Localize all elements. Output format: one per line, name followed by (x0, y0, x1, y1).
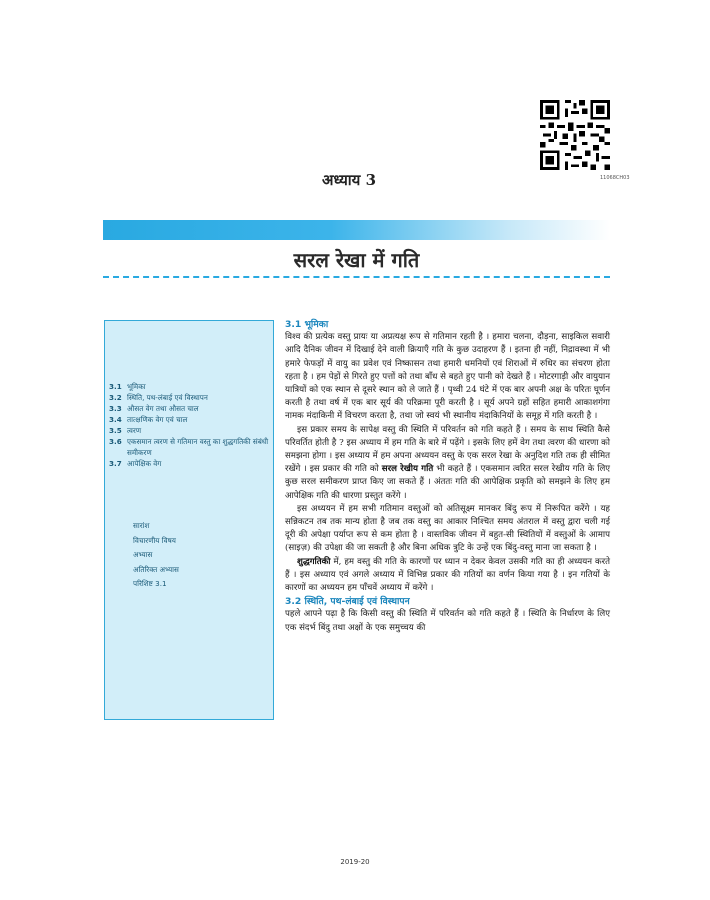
extra-additional-exercises[interactable]: अतिरिक्त अभ्यास (133, 564, 179, 574)
paragraph-text: इस प्रकार समय के सापेक्ष वस्तु की स्थिति में परिवर्तन को गति कहते हैं । समय के साथ स्थिति कैसे परिवर्तित होती है ? इस अध्याय में हम गति के बारे में पढ़ेंगे । इसके लिए हमें वेग तथा त्वरण की धारणा को समझना होगा । इस अध्याय में हम अपना अध्ययन वस्तु के एक सरल रेखा के अनुदिश गति तक ही सीमित रखेंगे । इस प्रकार की गति को (285, 424, 610, 475)
key-term: सरल रेखीय गति (381, 464, 434, 475)
toc-label: भूमिका (127, 382, 146, 391)
paragraph-text: में, हम वस्तु की गति के कारणों पर ध्यान न देकर केवल उसकी गति का ही अध्ययन करते हैं । इस अध्याय एवं अगले अध्याय में विभिन्न प्रकार की गतियों का वर्णन किया गया है । इन गतियों के कारणों का अध्ययन हम पाँचवें अध्याय में करेंगे । (285, 556, 610, 594)
extra-summary[interactable]: सारांश (133, 521, 150, 530)
toc-number: 3.5 (109, 426, 122, 435)
paragraph (285, 424, 610, 503)
toc-number: 3.3 (109, 404, 122, 413)
supplementary-list (133, 519, 179, 592)
extra-appendix[interactable]: परिशिष्ट 3.1 (133, 579, 167, 588)
paragraph: पहले आपने पढ़ा है कि किसी वस्तु की स्थिति में परिवर्तन को गति कहते हैं । स्थिति के निर्धारण के लिए एक संदर्भ बिंदु तथा अक्षों के एक समुच्चय की (285, 609, 610, 633)
title-divider (103, 276, 610, 278)
chapter-band (103, 220, 610, 240)
chapter-title: सरल रेखा में गति (293, 248, 420, 272)
section-heading: 3.2 स्थिति, पथ-लंबाई एवं विस्थापन (285, 596, 410, 608)
chapter-label: अध्याय 3 (322, 171, 377, 189)
toc-number: 3.1 (109, 382, 122, 391)
toc-number: 3.7 (109, 459, 122, 468)
toc-label: एकसमान त्वरण से गतिमान वस्तु का शुद्धगतिकी संबंधी समीकरण (127, 437, 269, 457)
main-text (285, 318, 610, 635)
toc-label: स्थिति, पथ-लंबाई एवं विस्थापन (127, 393, 208, 402)
paragraph: इस अध्ययन में हम सभी गतिमान वस्तुओं को अतिसूक्ष्म मानकर बिंदु रूप में निरूपित करेंगे । यह सन्निकटन तब तक मान्य होता है जब तक वस्तु का आकार निश्चित समय अंतराल में वस्तु द्वारा चली गई दूरी की अपेक्षा पर्याप्त रूप से कम होता है । वास्तविक जीवन में बहुत-सी स्थितियों में वस्तुओं के आमाप (साइज़) की उपेक्षा की जा सकती है और बिना अधिक त्रुटि के उन्हें एक बिंदु-वस्तु माना जा सकता है । (285, 503, 610, 554)
paragraph: विश्व की प्रत्येक वस्तु प्रायः या अप्रत्यक्ष रूप से गतिमान रहती है । हमारा चलना, दौड़ना, साइकिल सवारी आदि दैनिक जीवन में दिखाई देने वाली क्रियाएँ गति के कुछ उदाहरण हैं । इतना ही नहीं, निद्रावस्था में भी हमारे फेफड़ों में वायु का प्रवेश एवं निष्कासन तथा हमारी धमनियों एवं शिराओं में रुधिर का संचरण होता रहता है । हम पेड़ों से गिरते हुए पत्तों को तथा बाँध से बहते हुए पानी को देखते हैं । मोटरगाड़ी और वायुयान यात्रियों को एक स्थान से दूसरे स्थान को ले जाते हैं । पृथ्वी 24 घंटे में एक बार अपनी अक्ष के परितः घूर्णन करती है तथा वर्ष में एक बार सूर्य की परिक्रमा पूरी करती है । सूर्य अपने ग्रहों सहित हमारी आकाशगंगा नामक मंदाकिनी में विचरण करता है, तथा जो स्वयं भी स्थानीय मंदाकिनियों के समूह में गति करती है । (285, 332, 610, 422)
toc-item[interactable] (109, 403, 271, 414)
toc-label: औसत वेग तथा औसत चाल (127, 404, 199, 413)
toc-label: आपेक्षिक वेग (127, 459, 162, 468)
toc-item[interactable] (109, 392, 271, 403)
extra-exercises[interactable]: अभ्यास (133, 550, 153, 559)
toc-number: 3.6 (109, 437, 122, 446)
section-heading: 3.1 भूमिका (285, 319, 329, 330)
toc-label: तात्क्षणिक वेग एवं चाल (127, 415, 188, 424)
qr-code (540, 100, 610, 170)
toc-number: 3.2 (109, 393, 122, 402)
paragraph (285, 556, 610, 596)
qr-code-label: 11068CH03 (600, 175, 630, 181)
toc-item[interactable] (109, 414, 271, 425)
toc-item[interactable] (109, 425, 271, 436)
page-footer: 2019-20 (340, 858, 370, 866)
toc-item[interactable] (109, 436, 271, 458)
contents-sidebar (104, 320, 274, 720)
toc-item[interactable] (109, 458, 271, 469)
paragraph-text: भी कहते हैं । एकसमान त्वरित सरल रेखीय गति के लिए कुछ सरल समीकरण प्राप्त किए जा सकते हैं । अंततः गति की आपेक्षिक प्रकृति को समझने के लिए हम आपेक्षिक गति की धारणा प्रस्तुत करेंगे । (285, 464, 611, 501)
toc-number: 3.4 (109, 415, 122, 424)
toc-item[interactable] (109, 381, 271, 392)
extra-points-to-ponder[interactable]: विचारणीय विषय (133, 535, 176, 545)
contents-list (109, 381, 271, 469)
toc-label: त्वरण (127, 426, 142, 435)
key-term: शुद्धगतिकी (297, 556, 331, 567)
